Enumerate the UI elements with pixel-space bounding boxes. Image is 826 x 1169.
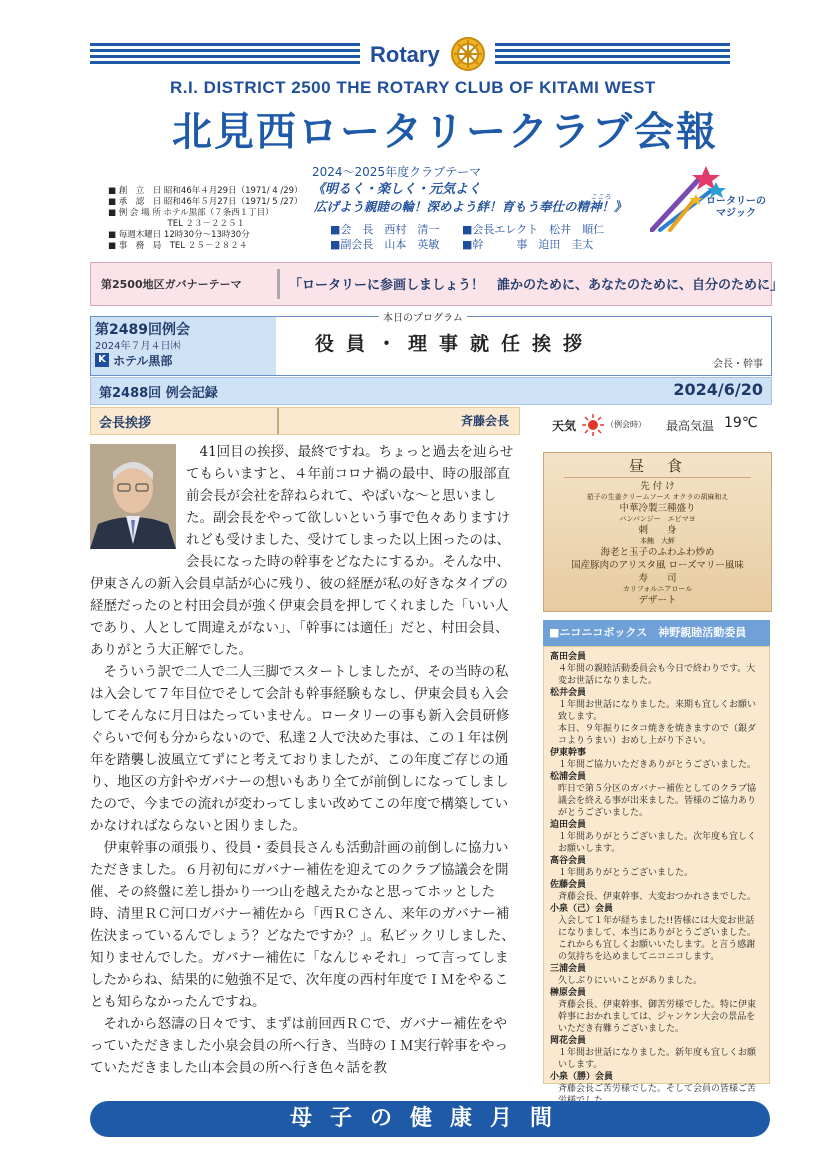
meeting-number: 第2489回例会 — [95, 322, 190, 338]
niconico-member-name: 高谷会員 — [550, 856, 587, 866]
club-info-line: TEL ２３－２２５１ — [108, 219, 246, 229]
officer: ■幹 事 迫田 圭太 — [462, 238, 594, 251]
niconico-member-name: 榊原会員 — [550, 988, 587, 998]
rotary-wheel-icon — [450, 36, 486, 72]
officer: ■会長エレクト 松井 順仁 — [462, 223, 605, 236]
weather — [546, 414, 770, 436]
niconico-member-name: 髙田会員 — [550, 652, 587, 662]
niconico-member-name: 三浦会員 — [550, 964, 587, 974]
niconico-comment: １年間ありがとうございました。 — [558, 868, 694, 878]
weather-label: 天気 — [552, 419, 577, 433]
niconico-comment: １年間ご協力いただきありがとうございました。 — [558, 760, 757, 770]
sun-icon — [582, 414, 604, 436]
niconico-member-name: 小泉（己）会員 — [550, 904, 614, 914]
weather-note: （例会時） — [606, 420, 646, 429]
niconico-member-name: 伊東幹事 — [550, 748, 587, 758]
theme-line2: 広げよう親睦の輪！深めよう絆！育もう奉仕の精神！》 — [314, 199, 627, 214]
niconico-member-name: 岡花会員 — [550, 1036, 587, 1046]
niconico-header — [543, 620, 770, 646]
niconico-comment: １年間お世話になりました。新年度も宜しくお願いします。 — [558, 1048, 757, 1070]
greeting-label: 会長挨拶 — [99, 416, 152, 431]
lunch-title: 昼 食 — [628, 457, 686, 475]
record-bar — [90, 377, 772, 405]
theme-year-label: 2024～2025年度クラブテーマ — [312, 165, 482, 179]
program-label: 本日のプログラム — [379, 309, 467, 324]
logo-text: Rotary — [370, 42, 440, 67]
club-info-line: ■ 承 認 日 昭和46年５月27日（1971/ 5 /27） — [108, 197, 303, 207]
club-name: 北見西ロータリークラブ会報 — [172, 109, 718, 155]
officer: ■会 長 西村 清一 — [330, 223, 440, 236]
niconico-comment: １年間お世話になりました。来期も宜しくお願い致します。 本日、９年振りにタコ焼きを焼きますので（銀ダコよりうまい）おめし上がり下さい。 — [558, 700, 757, 746]
greeting-body — [90, 441, 518, 1079]
governor-theme: 「ロータリーに参画しましょう！ 誰かのために、あなたのために、自分のために」 — [289, 278, 784, 293]
record-date: 2024/6/20 — [673, 380, 763, 399]
lunch-item: 刺 身 本鮪 大鮃 — [638, 525, 677, 545]
footer-text: 母子の健康月間 — [289, 1106, 570, 1131]
divider — [277, 269, 280, 299]
theme-ruby: こころ — [590, 193, 611, 201]
niconico-member-name: 松井会員 — [550, 688, 587, 698]
lunch-item: 海老と玉子のふわふわ炒め — [600, 547, 715, 558]
club-info-line: ■ 創 立 日 昭和46年４月29日（1971/ 4 /29） — [108, 186, 303, 196]
niconico-member-name: 佐藤会員 — [550, 880, 587, 890]
niconico-comment: １年間ありがとうございました。次年度も宜しくお願いします。 — [558, 832, 757, 854]
niconico-comment: ４年間の親睦活動委員会も今日で終わりです。大変お世話になりました。 — [558, 664, 756, 686]
rotary-logo — [360, 36, 495, 72]
temp-value: 19℃ — [724, 415, 758, 431]
lunch-menu — [543, 452, 772, 612]
club-info — [108, 186, 304, 252]
governor-label: 第2500地区ガバナーテーマ — [101, 278, 242, 291]
niconico-comment: 入会して１年が経ちました!!皆様には大変お世話になりまして、本当にありがとうございました。これからも宜しくお願いいたします。と言う感謝の気持ちを込めましてニコニコします。 — [558, 916, 756, 962]
niconico-member-name: 小泉（勝）会員 — [550, 1072, 614, 1082]
greeting-paragraph: 伊東幹事の頑張り、役員・委員長さんも活動計画の前倒しに協力いただきました。６月初旬にガバナー補佐を迎えてのクラブ協議会を開催、その終盤に差し掛かり一つ山を越えたかなと思ってホッとした時、清里ＲＣ河口ガバナー補佐から「西ＲＣさん、来年のガバナー補佐決まっているんでしょう？どなたですか？」。私ビックリしました、知りませんでした。ガバナー補佐に「なんじゃそれ」って言ってしましたからね、結果的に勉強不足で、次年度の西村年度でＩＭをやることも知らなかったんですね。 — [90, 840, 515, 1010]
footer-banner — [90, 1101, 770, 1137]
greeting-paragraph: それから怒濤の日々です、まずは前回西ＲＣで、ガバナー補佐をやっていただきました小泉会員の所へ行き、当時のＩＭ実行幹事をやっていただきました山本会員の所へ行き色々話を教 — [90, 1016, 508, 1076]
temp-label: 最高気温 — [666, 419, 715, 433]
lunch-item: 中華冷製三種盛り バンバンジー エビマヨ — [619, 503, 696, 523]
hotel-logo-icon: K — [95, 353, 109, 367]
record-label: 第2488回 例会記録 — [99, 386, 218, 401]
niconico-comment: 斉藤会長ご苦労様でした。そして会員の皆様ご苦 — [558, 1084, 757, 1094]
niconico-comment: 斉藤会長、伊東幹事、大変おつかれさまでした。 — [558, 892, 756, 902]
divider — [277, 408, 279, 434]
program-title: 役員・理事就任挨拶 — [315, 333, 595, 355]
club-info-line: ■ 例 会 場 所 ホテル黒部（７条西１丁目） — [108, 208, 274, 218]
lunch-item: 先 付 け 茄子の生姜クリームソース オクラの胡麻和え — [586, 481, 729, 501]
greeting-bar — [90, 407, 520, 435]
district-line: R.I. DISTRICT 2500 THE ROTARY CLUB OF KITAMI WEST — [170, 78, 656, 97]
niconico-title: ■ニコニコボックス 神野親睦活動委員 — [549, 626, 747, 639]
officer: ■副会長 山本 英敏 — [330, 238, 440, 251]
meeting-place: ホテル黒部 — [113, 354, 173, 368]
lunch-item: 国産豚肉のアリスタ風 ローズマリー風味 — [571, 560, 744, 571]
meeting-info-panel — [91, 317, 276, 375]
club-info-line: ■ 事 務 局 TEL ２５－２８２４ — [108, 241, 248, 251]
governor-theme-box — [90, 262, 784, 306]
niconico-comment: 斉藤会長、伊東幹事、御苦労様でした。特に伊東幹事におかれましては、ジャンケン大会の景品をいただき有難うございました。 — [558, 1000, 757, 1034]
meeting-date: 2024年７月４日㈭ — [95, 341, 181, 352]
niconico-comment: 久しぶりにいいことがありました。 — [558, 976, 703, 986]
lunch-item: 寿 司 カリフォルニアロール — [622, 573, 693, 593]
niconico-member-name: 松浦会員 — [550, 772, 587, 782]
meeting-box — [90, 313, 772, 376]
greeting-paragraph: そういう訳で二人で二人三脚でスタートしましたが、その当時の私は入会して７年目位でそして会計も幹事経験もなし、伊東会員も入会してそんなに月日はたっていません。ロータリーの事も新入会員研修ぐらいで何も分からないので、私達２人で決めた事は、この１年は例年を踏襲し波風立てずにと考えておりましたが、この年度ご存じの通り、地区の方針やガバナーの想いもあり全てが前倒しになってしましたので、今までの流れが変わってしまい改めてこの年度で構築していかなければならないと困りました。 — [90, 664, 510, 834]
magic-label: ロータリーの マジック — [706, 196, 766, 219]
theme-line1: 《明るく・楽しく・元気よく — [312, 182, 482, 197]
lunch-item: デザート — [638, 595, 677, 606]
program-speakers: 会長・幹事 — [713, 359, 763, 370]
greeting-speaker: 斉藤会長 — [460, 414, 509, 428]
greeting-paragraph: 41回目の挨拶、最終ですね。ちょっと過去を辿らせてもらいますと、４年前コロナ禍の最中、時の服部直前会長が会社を辞ねられて、やばいな～と思いました。副会長をやって欲しいという事で色々ありますけれども受けました、受けてしまった以上困ったのは、会長になった時の幹事をどなたにするか。そんな中、伊東さんの新入会員卓話が心に残り、彼の経歴が私の好きなタイプの経歴だったのと村田会員が強く伊東会員を押してくれました「いい人であり、人として間違えがない」、「幹事には適任」だと、村田会員、ありがとう大正解でした。 — [90, 444, 514, 658]
club-theme — [312, 164, 652, 215]
niconico-member-name: 迫田会員 — [550, 820, 587, 830]
niconico-list — [543, 646, 770, 1094]
niconico-comment: 昨日で第５分区のガバナー補佐としてのクラブ協議会を終える事が出来ました。皆様のご協力ありがとうございました。 — [558, 784, 757, 818]
club-info-line: ■ 毎週木曜日 12時30分～13時30分 — [108, 230, 250, 240]
